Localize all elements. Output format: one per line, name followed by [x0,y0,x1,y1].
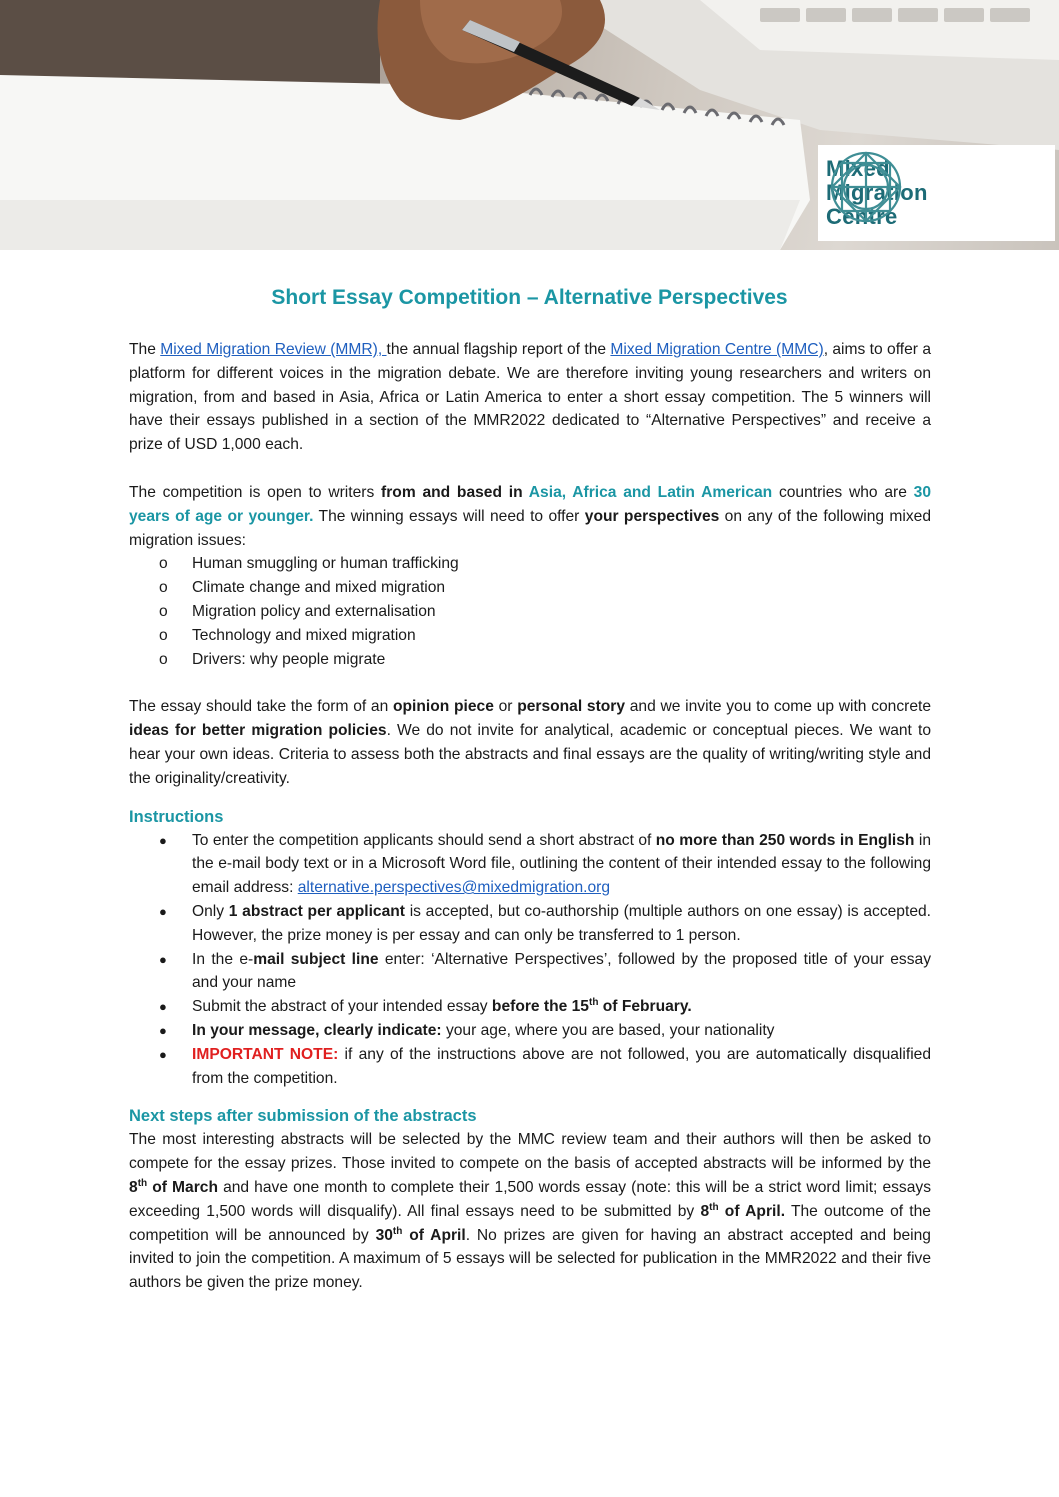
bullet-icon: ● [159,832,167,848]
bullet-icon: ● [159,1022,167,1038]
eligibility-text-4: on any of the following mixed migration issues: [129,507,932,549]
circle-bullet-icon: o [159,650,168,668]
mmc-logo-mark-icon [824,145,908,229]
intro-text-3: , aims to offer a platform for different voices in the migration debate. We are therefore inviting young researchers and writers on migration, from and based in Asia, Africa or Latin America to enter a short essay competition. The 5 winners will have their essays published in a section of the MMR2022 dedicated to “Alternative Perspectives” and receive a prize of USD 1,000 each. [129,341,932,454]
instruction-text: Only [192,902,229,920]
logo-line-mixed: Mixed [826,156,890,181]
circle-bullet-icon: o [159,602,168,620]
list-item [129,829,931,900]
eligibility-text-2: countries who are [772,483,914,501]
issue-text: Human smuggling or human trafficking [192,555,459,573]
hero-photo [0,0,1059,250]
mmc-link[interactable]: Mixed Migration Centre (MMC) [610,341,824,358]
list-item [129,648,931,672]
instruction-bold: of February. [598,998,692,1016]
logo-line-migration: Migration [826,180,928,205]
bullet-icon: ● [159,999,167,1015]
date-day: 30 [375,1226,393,1244]
date-day: 8 [700,1202,710,1220]
instructions-heading: Instructions [129,807,224,826]
instruction-bold: mail subject line [253,950,379,968]
list-item [129,948,931,996]
eligibility-age: 30 years of age or younger. [129,483,931,525]
date-month: of April. [718,1202,786,1220]
circle-bullet-icon: o [159,626,168,644]
circle-bullet-icon: o [159,579,168,597]
instruction-text: if any of the instructions above are not followed, you are automatically disqualified from the competition. [192,1045,932,1087]
ordinal-suffix: th [392,1225,403,1237]
important-note-label: IMPORTANT NOTE: [192,1045,339,1063]
essay-text-2: or [493,698,518,716]
next-text-1: The most interesting abstracts will be selected by the MMC review team and their authors will then be asked to compete for the essay prizes. Those invited to compete on the basis of accepted abstracts will be informed by the [129,1131,931,1173]
intro-text-1: The [129,341,161,358]
essay-text-3: and we invite you to come up with concrete [625,698,932,716]
essay-text-4: . We do not invite for analytical, academic or conceptual pieces. We want to hear your own ideas. Criteria to assess both the abstracts and final essays are the quality of writing/writing style and the originality/creativity. [129,722,932,787]
instruction-bold: before the 15 [491,998,589,1016]
instruction-text: In the e- [192,950,254,968]
essay-bold-1: opinion piece [392,698,494,716]
intro-paragraph [129,338,931,457]
instruction-text: Submit the abstract of your intended essay [192,998,492,1016]
eligibility-bold-1: from and based in [381,483,529,501]
list-item [129,1019,931,1043]
next-text-4: . No prizes are given for having an abstract accepted and being invited to join the competition. A maximum of 5 essays will be selected for publication in the MMR2022 and their five authors be given the prize money. [129,1226,931,1292]
eligibility-text-3: The winning essays will need to offer [313,507,585,525]
issue-text: Drivers: why people migrate [192,650,386,668]
list-item [129,576,931,600]
next-text-3: The outcome of the competition will be announced by [129,1202,931,1244]
bullet-icon: ● [159,951,167,967]
ordinal-suffix: th [709,1201,719,1213]
instruction-bold: no more than 250 words in English [655,831,915,849]
ordinal-suffix: th [137,1177,148,1189]
page-title: Short Essay Competition – Alternative Perspectives [271,286,788,309]
next-steps-heading: Next steps after submission of the abstracts [129,1107,477,1126]
list-item [129,1043,931,1091]
instructions-list [129,829,931,1091]
issue-text: Migration policy and externalisation [192,602,436,620]
list-item [129,552,931,576]
eligibility-paragraph [129,481,931,552]
mmc-logo [818,145,1055,241]
instruction-text: enter: ‘Alternative Perspectives’, followed by the proposed title of your essay and your name [192,950,931,992]
list-item [129,900,931,948]
logo-line-centre: Centre [826,204,898,229]
issue-text: Climate change and mixed migration [192,579,446,597]
list-item [129,600,931,624]
instruction-text: in the e-mail body text or in a Microsoft Word file, outlining the content of their intended essay to the following email address: [192,831,932,897]
instruction-text: is accepted, but co-authorship (multiple authors on one essay) is accepted. However, the prize money is per essay and can only be transferred to 1 person. [192,902,931,944]
circle-bullet-icon: o [159,555,168,573]
date-day: 8 [129,1178,138,1196]
bullet-icon: ● [159,1046,167,1062]
instruction-text: your age, where you are based, your nationality [441,1021,775,1039]
document-body [129,338,931,1295]
mmr-link[interactable]: Mixed Migration Review (MMR), [160,341,387,358]
email-link[interactable]: alternative.perspectives@mixedmigration.org [297,879,610,897]
date-month: of April [402,1226,466,1244]
eligibility-bold-2: your perspectives [584,507,720,525]
issue-text: Technology and mixed migration [192,626,416,644]
essay-bold-3: ideas for better migration policies [129,722,387,740]
bullet-icon: ● [159,903,167,919]
intro-text-2: the annual flagship report of the [386,341,611,358]
instruction-bold: 1 abstract per applicant [228,902,405,920]
list-item [129,995,931,1019]
essay-text-1: The essay should take the form of an [129,698,393,716]
issues-list [129,552,931,671]
list-item [129,624,931,648]
ordinal-suffix: th [588,996,599,1008]
next-steps-paragraph [129,1128,931,1295]
essay-bold-2: personal story [517,698,626,716]
next-text-2: and have one month to complete their 1,500 words essay (note: this will be a strict word limit; essays exceeding 1,500 words will disqualify). All final essays need to be submitted by [129,1178,931,1220]
instruction-bold: In your message, clearly indicate: [192,1021,442,1039]
eligibility-text-1: The competition is open to writers [129,483,382,501]
essay-format-paragraph [129,695,931,790]
instruction-text: To enter the competition applicants should send a short abstract of [192,831,656,849]
date-month: of March [147,1178,218,1196]
eligibility-regions: Asia, Africa and Latin American [528,483,773,501]
